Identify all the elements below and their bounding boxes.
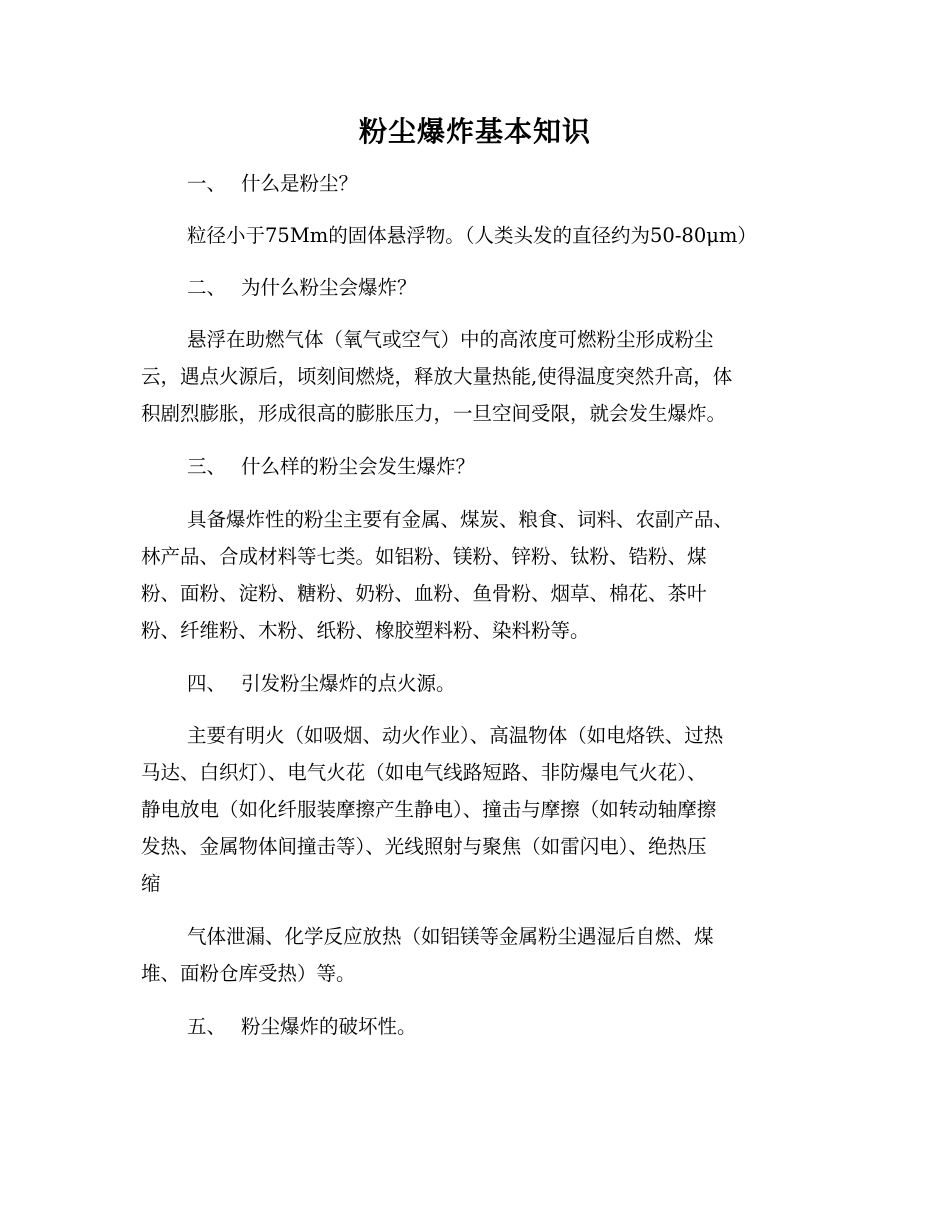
paragraph-line: 主要有明火（如吸烟、动火作业）、高温物体（如电烙铁、过热 [187,724,724,747]
section-heading [187,170,358,198]
paragraph-line: 堆、面粉仓库受热）等。 [141,962,356,985]
section-heading-text: 什么是粉尘？ [241,172,359,195]
section-heading [187,1013,417,1041]
paragraph-line: 马达、白织灯）、电气火花（如电气线路短路、非防爆电气火花）、 [141,761,707,784]
paragraph-line: 发热、金属物体间撞击等）、光线照射与聚焦（如雷闪电）、绝热压 [141,835,707,858]
paragraph-line: 积剧烈膨胀，形成很高的膨胀压力，一旦空间受限，就会发生爆炸。 [141,402,727,425]
section-heading-text: 粉尘爆炸的破坏性。 [241,1015,417,1038]
section-heading [187,274,417,302]
paragraph-line: 静电放电（如化纤服装摩擦产生静电）、撞击与摩擦（如转动轴摩擦 [141,798,717,821]
paragraph-line: 云，遇点火源后，顷刻间燃烧，释放大量热能,使得温度突然升高，体 [141,365,733,388]
paragraph-line: 粒径小于75Mm的固体悬浮物。（人类头发的直径约为50-80μm） [187,224,757,247]
document-title: 粉尘爆炸基本知识 [358,115,591,148]
section-heading-text: 为什么粉尘会爆炸？ [241,276,417,299]
paragraph-line: 粉、面粉、淀粉、糖粉、奶粉、血粉、鱼骨粉、烟草、棉花、茶叶 [141,582,707,605]
paragraph-line: 林产品、合成材料等七类。如铝粉、镁粉、锌粉、钛粉、锆粉、煤 [141,545,707,568]
paragraph-line: 气体泄漏、化学反应放热（如铝镁等金属粉尘遇湿后自燃、煤 [187,925,714,948]
section-heading [187,670,456,698]
section-heading [187,453,475,481]
section-number: 五、 [187,1015,227,1038]
section-number: 三、 [187,455,227,478]
section-number: 二、 [187,276,227,299]
section-number: 四、 [187,672,227,695]
paragraph-line: 具备爆炸性的粉尘主要有金属、煤炭、粮食、词料、农副产品、 [187,508,734,531]
paragraph-line: 悬浮在助燃气体（氧气或空气）中的高浓度可燃粉尘形成粉尘 [187,328,714,351]
paragraph-line: 缩 [141,872,161,895]
section-heading-text: 什么样的粉尘会发生爆炸？ [241,455,476,478]
paragraph-line: 粉、纤维粉、木粉、纸粉、橡胶塑料粉、染料粉等。 [141,619,590,642]
section-heading-text: 引发粉尘爆炸的点火源。 [241,672,456,695]
section-number: 一、 [187,172,227,195]
